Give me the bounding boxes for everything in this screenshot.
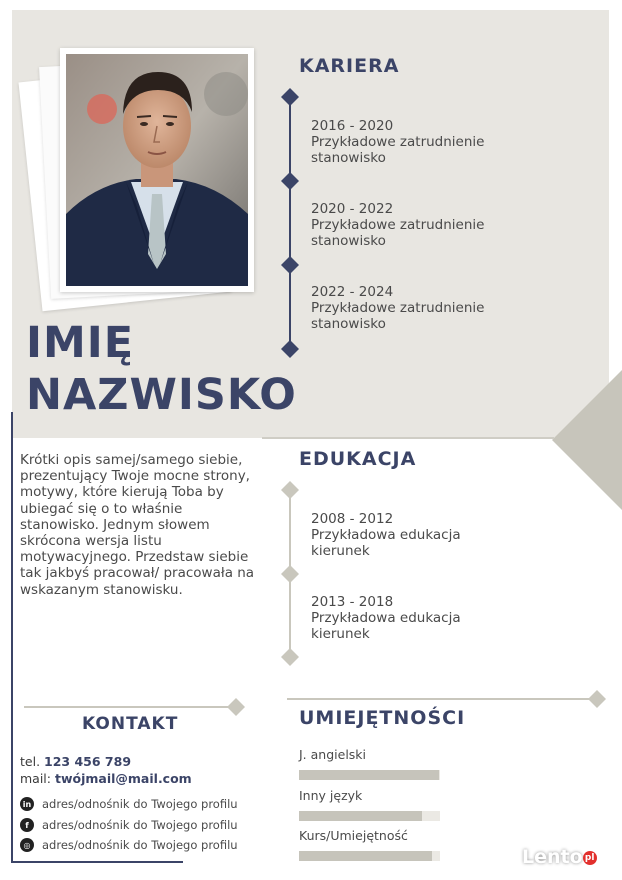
mail-line xyxy=(20,771,192,786)
contact-diamond xyxy=(227,698,245,716)
phone-line xyxy=(20,754,131,769)
left-border-line xyxy=(11,412,13,862)
skill-label: Inny język xyxy=(299,788,363,803)
watermark xyxy=(522,846,597,868)
skill-label: J. angielski xyxy=(299,747,367,762)
career-title: KARIERA xyxy=(299,55,400,77)
education-title: EDUKACJA xyxy=(299,448,417,470)
career-entry xyxy=(311,284,484,332)
education-diamond xyxy=(281,481,299,499)
contact-divider xyxy=(24,706,230,708)
career-entry xyxy=(311,201,484,249)
career-position: Przykładowe zatrudnienie xyxy=(311,134,485,150)
profile-link[interactable]: adres/odnośnik do Twojego profilu xyxy=(42,838,238,852)
mail-label: mail: xyxy=(20,771,51,786)
education-diamond xyxy=(281,648,299,666)
career-years: 2020 - 2022 xyxy=(311,201,394,217)
profile-link[interactable]: adres/odnośnik do Twojego profilu xyxy=(42,818,238,832)
career-diamond xyxy=(281,256,299,274)
watermark-text: Lento xyxy=(522,846,583,868)
career-diamond xyxy=(281,172,299,190)
career-position: Przykładowe zatrudnienie xyxy=(311,217,485,233)
education-divider xyxy=(262,437,554,439)
skill-bar-fill xyxy=(299,851,432,861)
education-school: Przykładowa edukacja xyxy=(311,610,461,626)
career-position: Przykładowe zatrudnienie xyxy=(311,300,485,316)
facebook-icon: f xyxy=(20,818,34,832)
first-name: IMIĘ xyxy=(26,318,135,368)
education-years: 2013 - 2018 xyxy=(311,594,394,610)
skills-divider xyxy=(287,698,594,700)
skills-diamond xyxy=(588,690,606,708)
about-text: Krótki opis samej/samego siebie, prezentujący Twoje mocne strony, motywy, które kierują Toba by ubiegać się o to właśnie stanowisko. Jednym słowem skrócona wersja listu motywacyjnego. Przedstaw siebie tak jakbyś pracował/ pracowała na wskazanym stanowisku. xyxy=(20,452,255,598)
mail-address[interactable]: twójmail@mail.com xyxy=(54,771,192,786)
linkedin-icon: in xyxy=(20,797,34,811)
education-field: kierunek xyxy=(311,626,370,642)
education-school: Przykładowa edukacja xyxy=(311,527,461,543)
education-field: kierunek xyxy=(311,543,370,559)
skill-bar xyxy=(299,851,440,861)
skill-label: Kurs/Umiejętność xyxy=(299,828,408,843)
linkedin-profile[interactable] xyxy=(20,797,238,811)
phone-number[interactable]: 123 456 789 xyxy=(44,754,132,769)
education-entry xyxy=(311,511,461,559)
skill-bar-fill xyxy=(299,811,422,821)
career-entry xyxy=(311,118,484,166)
career-timeline-line xyxy=(289,97,291,349)
skill-bar-fill xyxy=(299,770,439,780)
career-years: 2016 - 2020 xyxy=(311,118,394,134)
contact-title: KONTAKT xyxy=(82,714,179,734)
instagram-profile[interactable] xyxy=(20,838,238,852)
career-years: 2022 - 2024 xyxy=(311,284,394,300)
skill-bar xyxy=(299,811,440,821)
watermark-badge: pl xyxy=(583,851,597,865)
facebook-profile[interactable] xyxy=(20,818,238,832)
instagram-icon: ◎ xyxy=(20,838,34,852)
career-role: stanowisko xyxy=(311,150,386,166)
phone-label: tel. xyxy=(20,754,41,769)
career-role: stanowisko xyxy=(311,233,386,249)
decorative-triangle xyxy=(552,370,622,510)
career-diamond xyxy=(281,88,299,106)
career-diamond xyxy=(281,340,299,358)
profile-link[interactable]: adres/odnośnik do Twojego profilu xyxy=(42,797,238,811)
skills-title: UMIEJĘTNOŚCI xyxy=(299,707,466,729)
last-name: NAZWISKO xyxy=(26,370,297,420)
education-diamond xyxy=(281,565,299,583)
education-entry xyxy=(311,594,461,642)
skill-bar xyxy=(299,770,440,780)
education-years: 2008 - 2012 xyxy=(311,511,394,527)
profile-photo xyxy=(66,54,248,286)
career-role: stanowisko xyxy=(311,316,386,332)
bottom-border-line xyxy=(11,861,183,863)
